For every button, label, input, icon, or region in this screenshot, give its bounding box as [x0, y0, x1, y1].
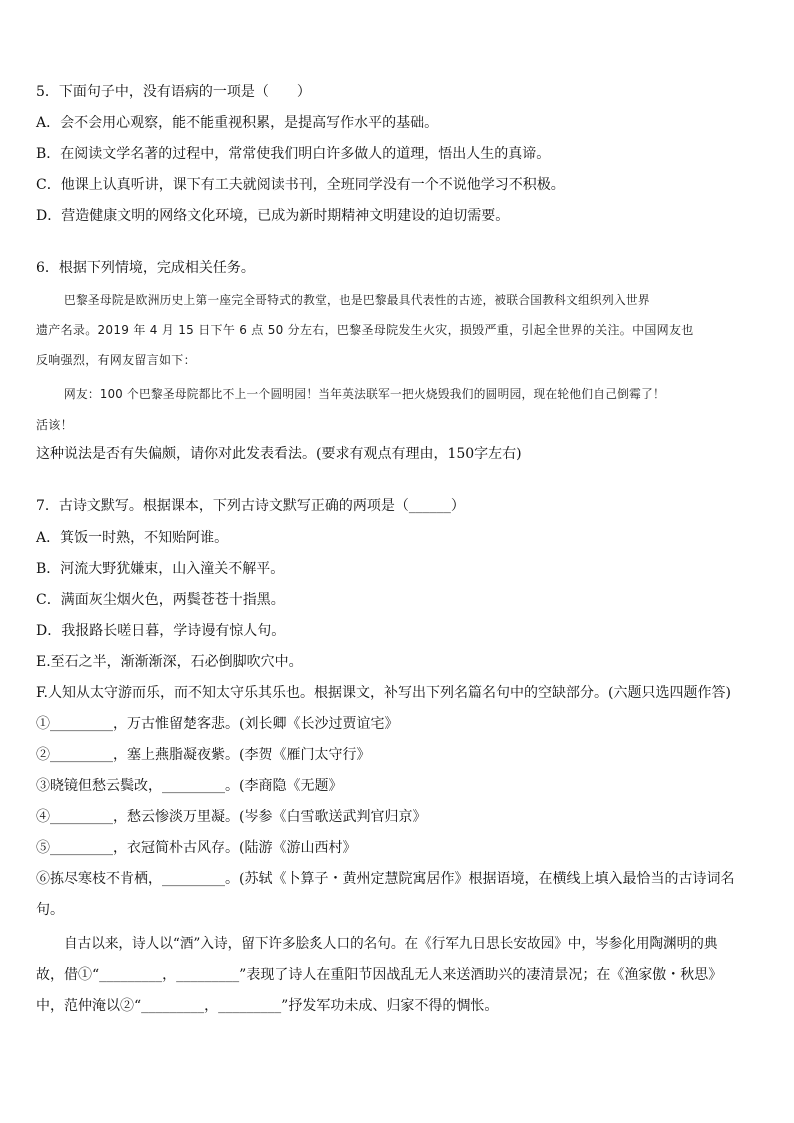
q7-blank-1: ①_________，万古惟留楚客悲。(刘长卿《长沙过贾谊宅》: [36, 716, 399, 732]
q7-final-line-3: 中，范仲淹以②“_________，_________”抒发军功未成、归家不得的惆怅。: [36, 998, 499, 1014]
q6-passage-line-3: 反响强烈，有网友留言如下：: [36, 353, 196, 367]
q7-blank-2: ②_________，塞上燕脂凝夜紫。(李贺《雁门太守行》: [36, 747, 371, 763]
q7-option-b: B．河流大野犹嫌束，山入潼关不解平。: [36, 561, 285, 577]
q6-passage-line-1: 巴黎圣母院是欧洲历史上第一座完全哥特式的教堂，也是巴黎最具代表性的古迹，被联合国教科文组织列入世界: [64, 293, 650, 307]
q7-option-d: D．我报路长嗟日暮，学诗谩有惊人句。: [36, 623, 286, 639]
q7-blank-5: ⑤_________，衣冠简朴古风存。(陆游《游山西村》: [36, 840, 357, 856]
q5-option-c: C．他课上认真听讲，课下有工夫就阅读书刊，全班同学没有一个不说他学习不积极。: [36, 177, 565, 193]
q5-option-b: B．在阅读文学名著的过程中，常常使我们明白许多做人的道理，悟出人生的真谛。: [36, 146, 551, 162]
q7-blank-3: ③晓镜但愁云鬓改，_________。(李商隐《无题》: [36, 778, 343, 794]
q7-option-c: C．满面灰尘烟火色，两鬓苍苍十指黑。: [36, 592, 285, 608]
q5-option-d: D．营造健康文明的网络文化环境，已成为新时期精神文明建设的迫切需要。: [36, 208, 510, 224]
q7-option-e: E.至石之半，渐渐渐深，石必倒脚吹穴中。: [36, 654, 303, 670]
q6-quote-line-1: 网友：100 个巴黎圣母院都比不上一个圆明园！当年英法联军一把火烧毁我们的圆明园，现在轮他们自己倒霉了！: [64, 387, 666, 401]
q7-option-f: F.人知从太守游而乐，而不知太守乐其乐也。根据课文，补写出下列名篇名句中的空缺部分。(六题只选四题作答): [36, 685, 731, 701]
q5-stem: 5．下面句子中，没有语病的一项是（ ）: [36, 84, 311, 100]
q5-option-a: A．会不会用心观察，能不能重视积累，是提高写作水平的基础。: [36, 115, 439, 131]
q7-blank-6-cont: 句。: [36, 902, 64, 918]
q7-final-line-2: 故，借①“_________，_________”表现了诗人在重阳节因战乱无人来送酒助兴的凄清景况；在《渔家傲・秋思》: [36, 967, 723, 983]
q6-task: 这种说法是否有失偏颇，请你对此发表看法。(要求有观点有理由，150字左右): [36, 446, 522, 462]
q7-blank-6: ⑥拣尽寒枝不肯栖，_________。(苏轼《卜算子・黄州定慧院寓居作》根据语境，在横线上填入最恰当的古诗词名: [36, 871, 735, 887]
q7-final-line-1: 自古以来，诗人以“酒”入诗，留下许多脍炙人口的名句。在《行军九日思长安故园》中，岑参化用陶渊明的典: [64, 936, 718, 952]
q7-stem: 7．古诗文默写。根据课本，下列古诗文默写正确的两项是（______）: [36, 498, 465, 514]
q6-quote-line-2: 活该！: [36, 418, 73, 432]
q7-blank-4: ④_________，愁云惨淡万里凝。(岑参《白雪歌送武判官归京》: [36, 809, 427, 825]
q7-option-a: A．箕饭一时熟，不知贻阿谁。: [36, 530, 229, 546]
q6-passage-line-2: 遗产名录。2019 年 4 月 15 日下午 6 点 50 分左右，巴黎圣母院发生火灾，损毁严重，引起全世界的关注。中国网友也: [36, 323, 694, 337]
q6-stem: 6．根据下列情境，完成相关任务。: [36, 260, 255, 276]
